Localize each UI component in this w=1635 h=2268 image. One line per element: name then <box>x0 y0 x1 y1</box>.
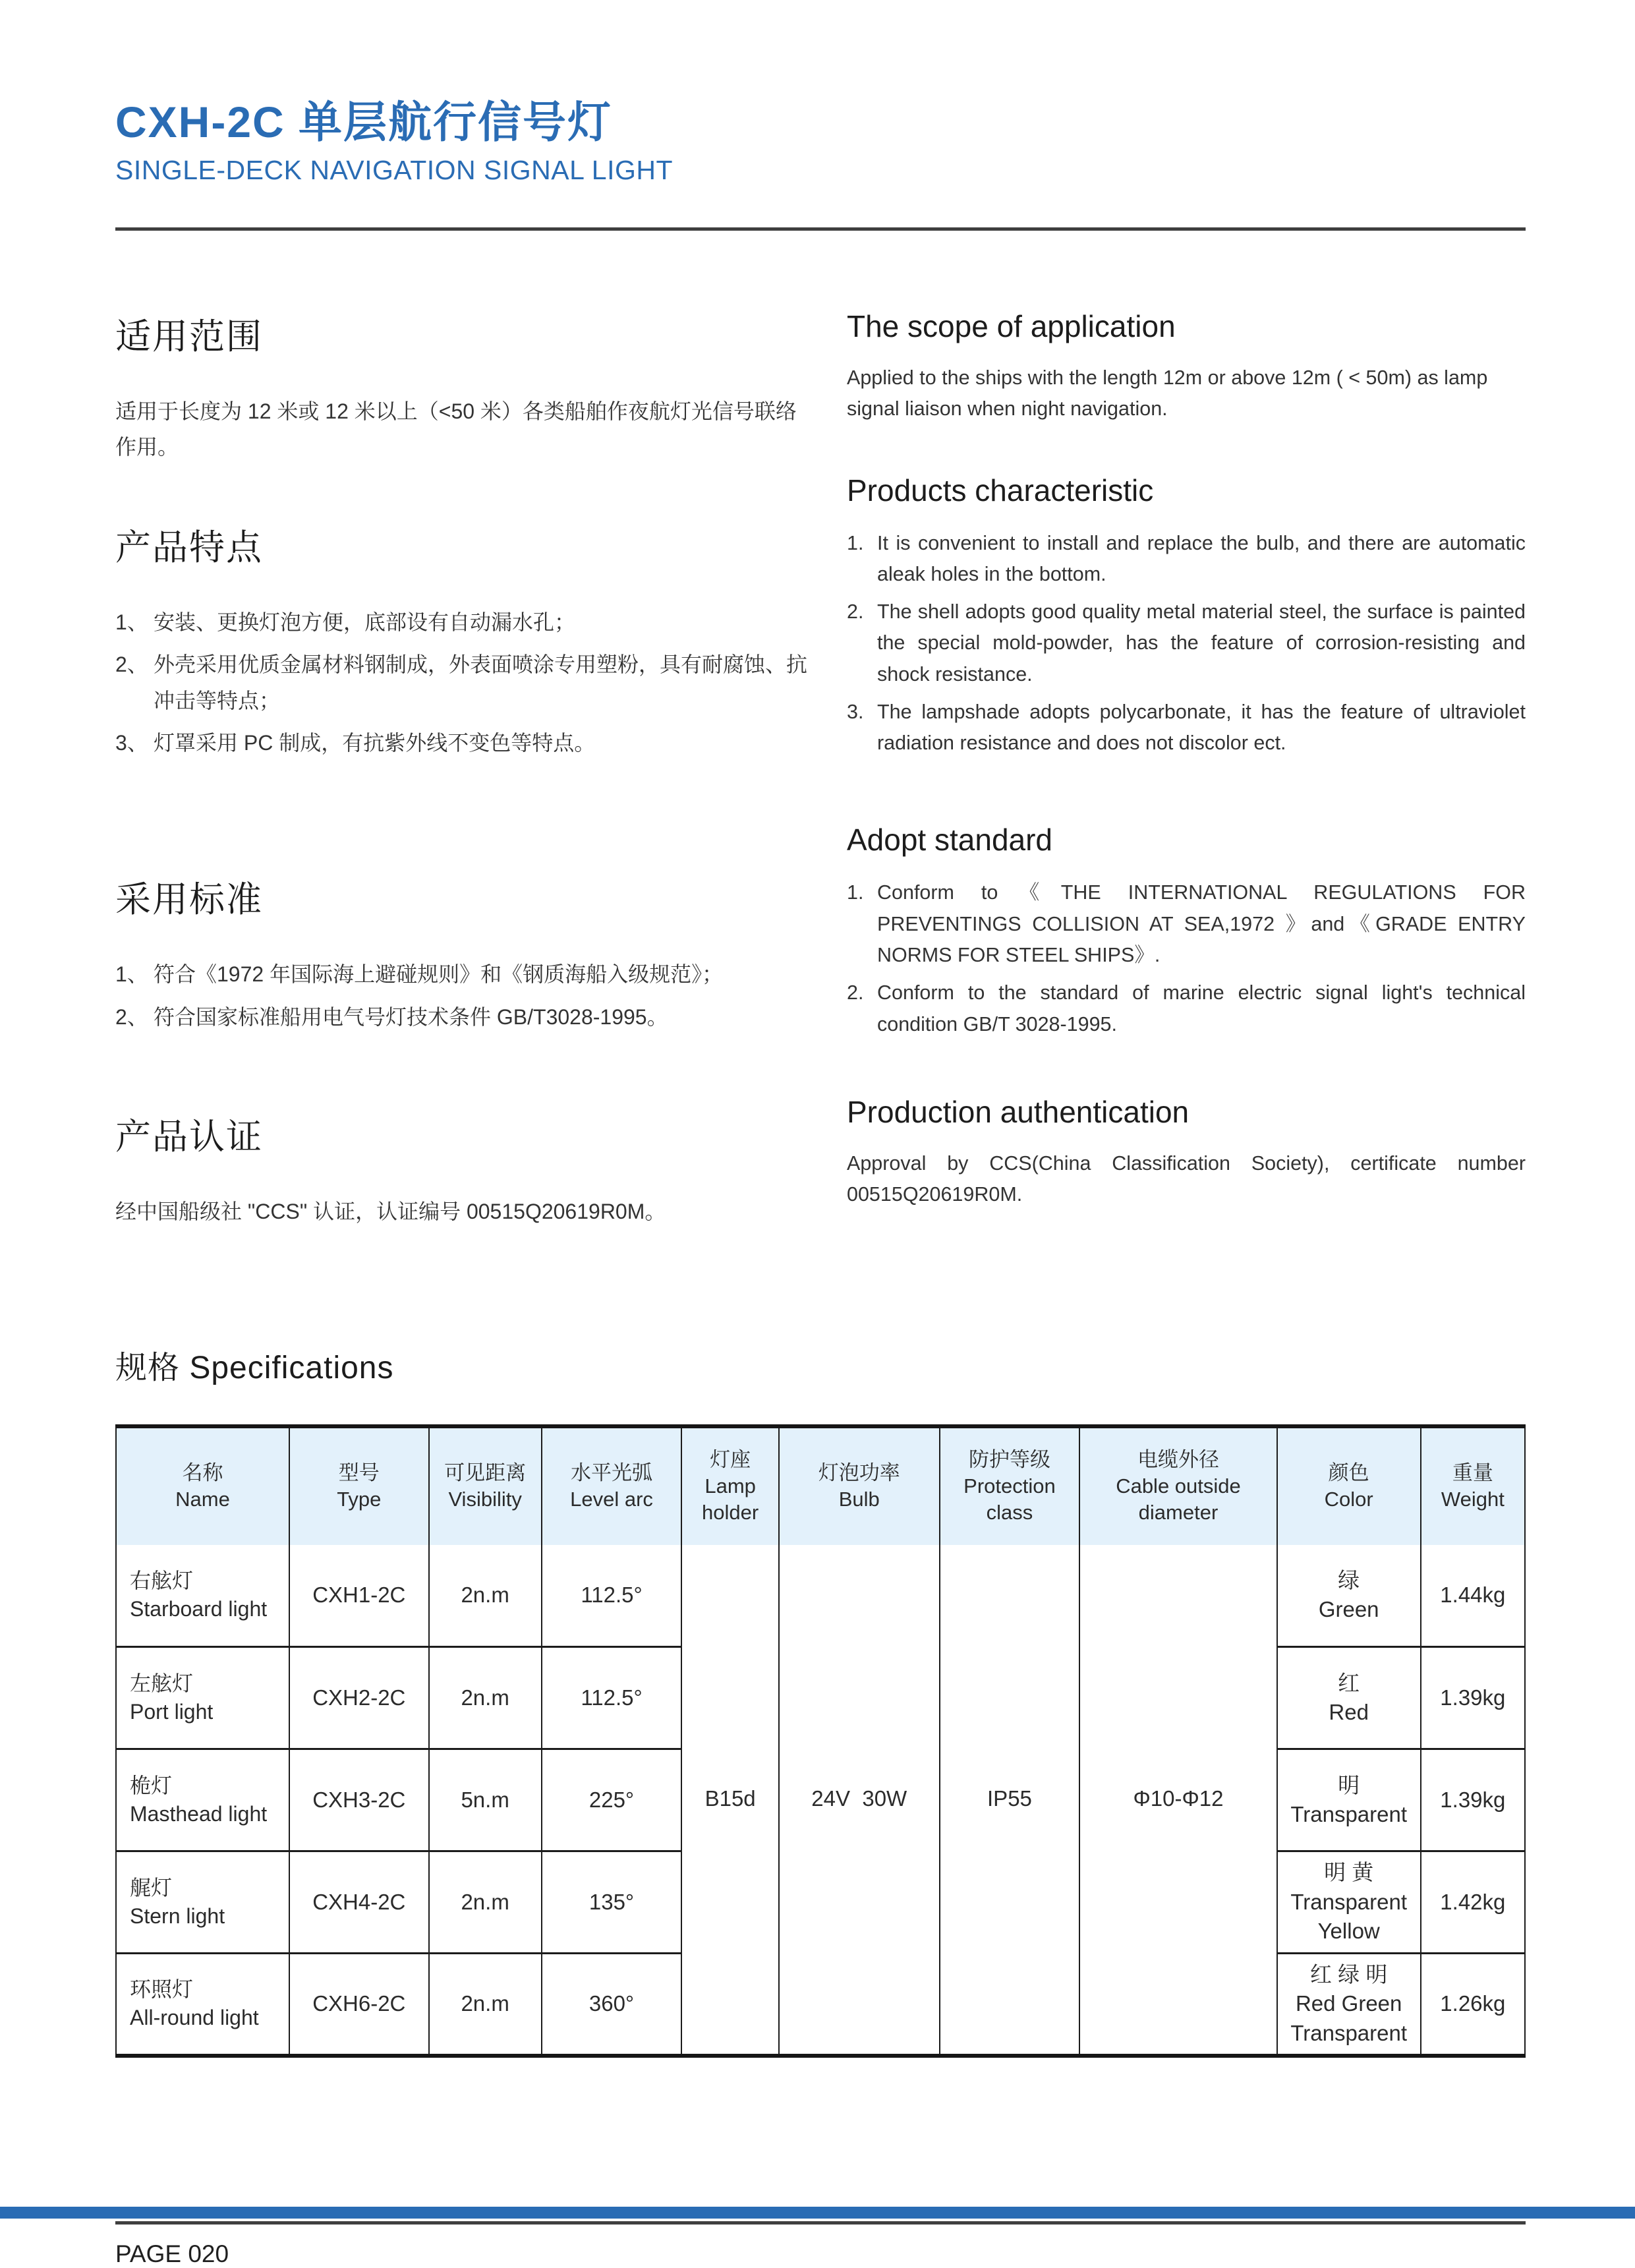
list-item-text: The lampshade adopts polycarbonate, it has the feature of ultraviolet radiation resistance and does not discolor ect. <box>877 700 1526 755</box>
list-item-number: 2、 <box>115 653 148 677</box>
cell-color: 红 Red <box>1277 1647 1421 1749</box>
column-header-weight: 重量 Weight <box>1421 1426 1525 1545</box>
cell-name: 环照灯 All-round light <box>116 1954 289 2056</box>
cell-protection-class: IP55 <box>940 1545 1080 2056</box>
list-item <box>847 977 1526 1040</box>
page-subtitle: SINGLE-DECK NAVIGATION SIGNAL LIGHT <box>115 154 674 185</box>
standard-list-en <box>847 877 1526 1039</box>
section-standard-en <box>847 822 1526 1039</box>
cell-weight: 1.44kg <box>1421 1545 1525 1647</box>
section-standard-cn <box>115 871 817 1035</box>
section-heading: The scope of application <box>847 309 1176 344</box>
specifications-table <box>115 1424 1526 2058</box>
page-title: CXH-2C 单层航行信号灯 <box>115 98 613 146</box>
cell-bulb: 24V 30W <box>779 1545 940 2056</box>
cell-color: 红 绿 明 Red Green Transparent <box>1277 1954 1421 2056</box>
cell-level-arc: 135° <box>542 1851 682 1954</box>
list-item-text: 外壳采用优质金属材料钢制成，外表面喷涂专用塑粉，具有耐腐蚀、抗冲击等特点； <box>154 653 808 712</box>
section-certification-en <box>847 1094 1526 1211</box>
section-body: Approval by CCS(China Classification Society), certificate number 00515Q20619R0M. <box>847 1151 1526 1206</box>
section-features-en <box>847 473 1526 759</box>
footer-rule <box>115 2221 1526 2224</box>
cell-weight: 1.26kg <box>1421 1954 1525 2056</box>
cell-level-arc: 225° <box>542 1749 682 1851</box>
feature-list-en <box>847 528 1526 759</box>
english-column <box>847 308 1526 1230</box>
section-body: Applied to the ships with the length 12m or above 12m ( < 50m) as lamp signal liaison when night navigation. <box>847 366 1488 421</box>
column-header-visibility: 可见距离 Visibility <box>429 1426 542 1545</box>
column-header-name: 名称 Name <box>116 1426 289 1545</box>
cell-visibility: 2n.m <box>429 1851 542 1954</box>
section-scope-en <box>847 308 1526 425</box>
section-heading: 产品特点 <box>115 527 263 567</box>
page-number: PAGE 020 <box>115 2240 229 2267</box>
cell-level-arc: 360° <box>542 1954 682 2056</box>
list-item <box>115 604 817 640</box>
list-item-number: 2. <box>847 981 864 1004</box>
cell-visibility: 2n.m <box>429 1954 542 2056</box>
list-item-number: 1、 <box>115 962 148 987</box>
cell-lamp-holder: B15d <box>681 1545 779 2056</box>
list-item <box>847 877 1526 971</box>
column-header-color: 颜色 Color <box>1277 1426 1421 1545</box>
list-item-text: 安装、更换灯泡方便，底部设有自动漏水孔； <box>154 610 576 634</box>
cell-color: 明 Transparent <box>1277 1749 1421 1851</box>
cell-type: CXH2-2C <box>289 1647 429 1749</box>
list-item <box>115 725 817 761</box>
standard-list-cn <box>115 956 817 1035</box>
section-heading: Products characteristic <box>847 473 1154 508</box>
cell-type: CXH3-2C <box>289 1749 429 1851</box>
column-header-type: 型号 Type <box>289 1426 429 1545</box>
header-rule <box>115 227 1526 231</box>
list-item <box>115 956 817 992</box>
chinese-column <box>115 308 817 1230</box>
list-item-number: 1. <box>847 531 864 554</box>
list-item <box>847 697 1526 759</box>
cell-weight: 1.39kg <box>1421 1749 1525 1851</box>
list-item-text: Conform to the standard of marine electric signal light's technical condition GB/T 3028-1995. <box>877 981 1526 1035</box>
list-item-number: 2. <box>847 600 864 624</box>
section-heading: Production authentication <box>847 1094 1190 1129</box>
list-item-text: Conform to《THE INTERNATIONAL REGULATIONS FOR PREVENTINGS COLLISION AT SEA,1972 》and《GRADE ENTRY NORMS FOR STEEL SHIPS》. <box>877 881 1526 966</box>
cell-visibility: 2n.m <box>429 1647 542 1749</box>
list-item-number: 1. <box>847 881 864 904</box>
specifications-section <box>115 1342 1526 2058</box>
specifications-heading: 规格 Specifications <box>115 1350 394 1385</box>
list-item-text: The shell adopts good quality metal material steel, the surface is painted the special mold-powder, has the feature of corrosion-resisting and shock resistance. <box>877 600 1526 685</box>
cell-name: 左舷灯 Port light <box>116 1647 289 1749</box>
cell-level-arc: 112.5° <box>542 1647 682 1749</box>
list-item <box>115 999 817 1035</box>
cell-name: 艉灯 Stern light <box>116 1851 289 1954</box>
section-scope-cn <box>115 308 817 465</box>
list-item-number: 3. <box>847 700 864 723</box>
list-item-number: 3、 <box>115 731 148 755</box>
column-header-cable-diameter: 电缆外径 Cable outside diameter <box>1079 1426 1276 1545</box>
list-item-text: 灯罩采用 PC 制成，有抗紫外线不变色等特点。 <box>154 731 596 755</box>
cell-level-arc: 112.5° <box>542 1545 682 1647</box>
feature-list-cn <box>115 604 817 761</box>
table-header-row <box>116 1426 1525 1545</box>
list-item-number: 1、 <box>115 610 148 634</box>
cell-type: CXH1-2C <box>289 1545 429 1647</box>
cell-color: 绿 Green <box>1277 1545 1421 1647</box>
column-header-protection-class: 防护等级 Protection class <box>940 1426 1080 1545</box>
column-header-lamp-holder: 灯座 Lamp holder <box>681 1426 779 1545</box>
section-certification-cn <box>115 1109 817 1229</box>
cell-weight: 1.42kg <box>1421 1851 1525 1954</box>
section-heading: 产品认证 <box>115 1117 263 1157</box>
list-item-number: 2、 <box>115 1004 148 1029</box>
list-item-text: 符合《1972 年国际海上避碰规则》和《钢质海船入级规范》； <box>154 962 724 987</box>
cell-color: 明 黄 Transparent Yellow <box>1277 1851 1421 1954</box>
section-heading: Adopt standard <box>847 823 1053 858</box>
list-item <box>115 647 817 718</box>
column-header-bulb: 灯泡功率 Bulb <box>779 1426 940 1545</box>
list-item <box>847 528 1526 591</box>
cell-type: CXH6-2C <box>289 1954 429 2056</box>
bottom-accent-bar <box>0 2207 1635 2219</box>
cell-visibility: 5n.m <box>429 1749 542 1851</box>
list-item-text: It is convenient to install and replace the bulb, and there are automatic aleak holes in the bottom. <box>877 531 1526 585</box>
list-item-text: 符合国家标准船用电气号灯技术条件 GB/T3028-1995。 <box>154 1004 668 1029</box>
cell-type: CXH4-2C <box>289 1851 429 1954</box>
list-item <box>847 596 1526 690</box>
section-body: 适用于长度为 12 米或 12 米以上（<50 米）各类船舶作夜航灯光信号联络作用。 <box>115 399 797 459</box>
section-body: 经中国船级社 "CCS" 认证，认证编号 00515Q20619R0M。 <box>115 1200 666 1224</box>
two-column-body <box>115 308 1526 1230</box>
column-header-level-arc: 水平光弧 Level arc <box>542 1426 682 1545</box>
section-heading: 采用标准 <box>115 880 263 920</box>
cell-cable-diameter: Φ10-Φ12 <box>1079 1545 1276 2056</box>
cell-name: 右舷灯 Starboard light <box>116 1545 289 1647</box>
section-features-cn <box>115 519 817 761</box>
page-header <box>115 0 1526 231</box>
cell-visibility: 2n.m <box>429 1545 542 1647</box>
cell-name: 桅灯 Masthead light <box>116 1749 289 1851</box>
cell-weight: 1.39kg <box>1421 1647 1525 1749</box>
table-row <box>116 1545 1525 1647</box>
section-heading: 适用范围 <box>115 317 263 357</box>
